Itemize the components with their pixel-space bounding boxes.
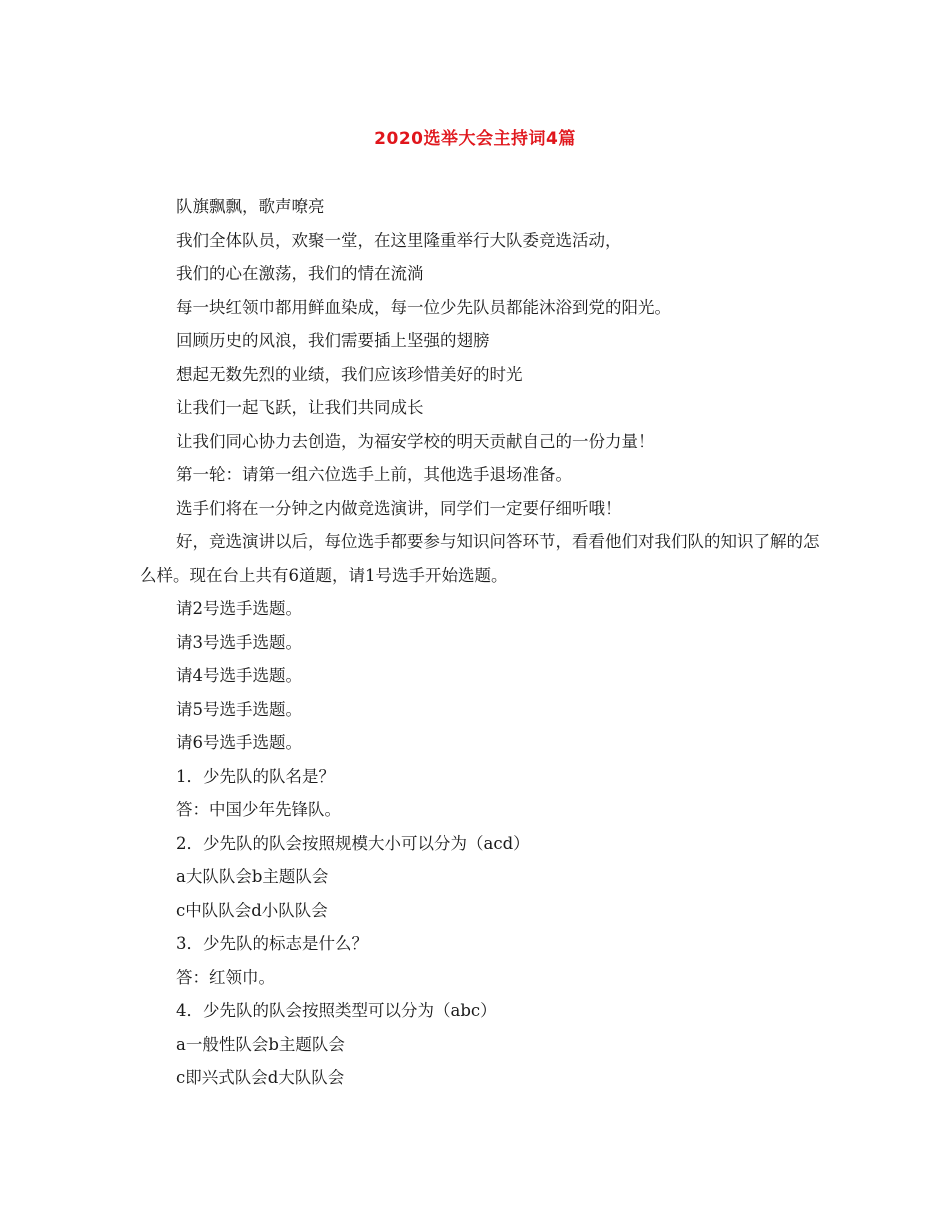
paragraph: 队旗飘飘，歌声嘹亮 [176, 197, 325, 216]
paragraph: 让我们一起飞跃，让我们共同成长 [176, 398, 424, 417]
paragraph: 请5号选手选题。 [176, 699, 302, 719]
paragraph: 答：中国少年先锋队。 [176, 800, 341, 819]
paragraph: c中队队会d小队队会 [176, 900, 328, 920]
paragraph: 我们全体队员，欢聚一堂，在这里隆重举行大队委竞选活动， [176, 230, 622, 250]
paragraph: c即兴式队会d大队队会 [176, 1068, 345, 1087]
document-body [140, 190, 820, 1095]
paragraph: 请2号选手选题。 [176, 599, 302, 618]
paragraph: 我们的心在激荡，我们的情在流淌 [176, 264, 424, 283]
paragraph: a大队队会b主题队会 [176, 867, 329, 886]
paragraph: 第一轮：请第一组六位选手上前，其他选手退场准备。 [176, 465, 572, 484]
paragraph: 4．少先队的队会按照类型可以分为（abc） [176, 1001, 497, 1020]
paragraph: 让我们同心协力去创造，为福安学校的明天贡献自己的一份力量！ [176, 431, 655, 451]
paragraph: 2．少先队的队会按照规模大小可以分为（acd） [176, 833, 530, 853]
paragraph: 想起无数先烈的业绩，我们应该珍惜美好的时光 [176, 364, 523, 384]
paragraph: 回顾历史的风浪，我们需要插上坚强的翅膀 [176, 331, 490, 350]
paragraph: 1．少先队的队名是？ [176, 766, 335, 786]
paragraph: 请6号选手选题。 [176, 733, 302, 752]
paragraph: 每一块红领巾都用鲜血染成，每一位少先队员都能沐浴到党的阳光。 [176, 297, 671, 317]
paragraph: 好，竞选演讲以后，每位选手都要参与知识问答环节，看看他们对我们队的知识了解的怎么样。现在台上共有6道题，请1号选手开始选题。 [140, 532, 820, 585]
paragraph: 请4号选手选题。 [176, 666, 302, 685]
paragraph: 答：红领巾。 [176, 967, 275, 987]
document-title: 2020选举大会主持词4篇 [374, 129, 576, 149]
paragraph: 3．少先队的标志是什么？ [176, 934, 368, 953]
paragraph: 请3号选手选题。 [176, 632, 302, 652]
paragraph: a一般性队会b主题队会 [176, 1034, 345, 1054]
paragraph: 选手们将在一分钟之内做竞选演讲，同学们一定要仔细听哦！ [176, 498, 622, 518]
